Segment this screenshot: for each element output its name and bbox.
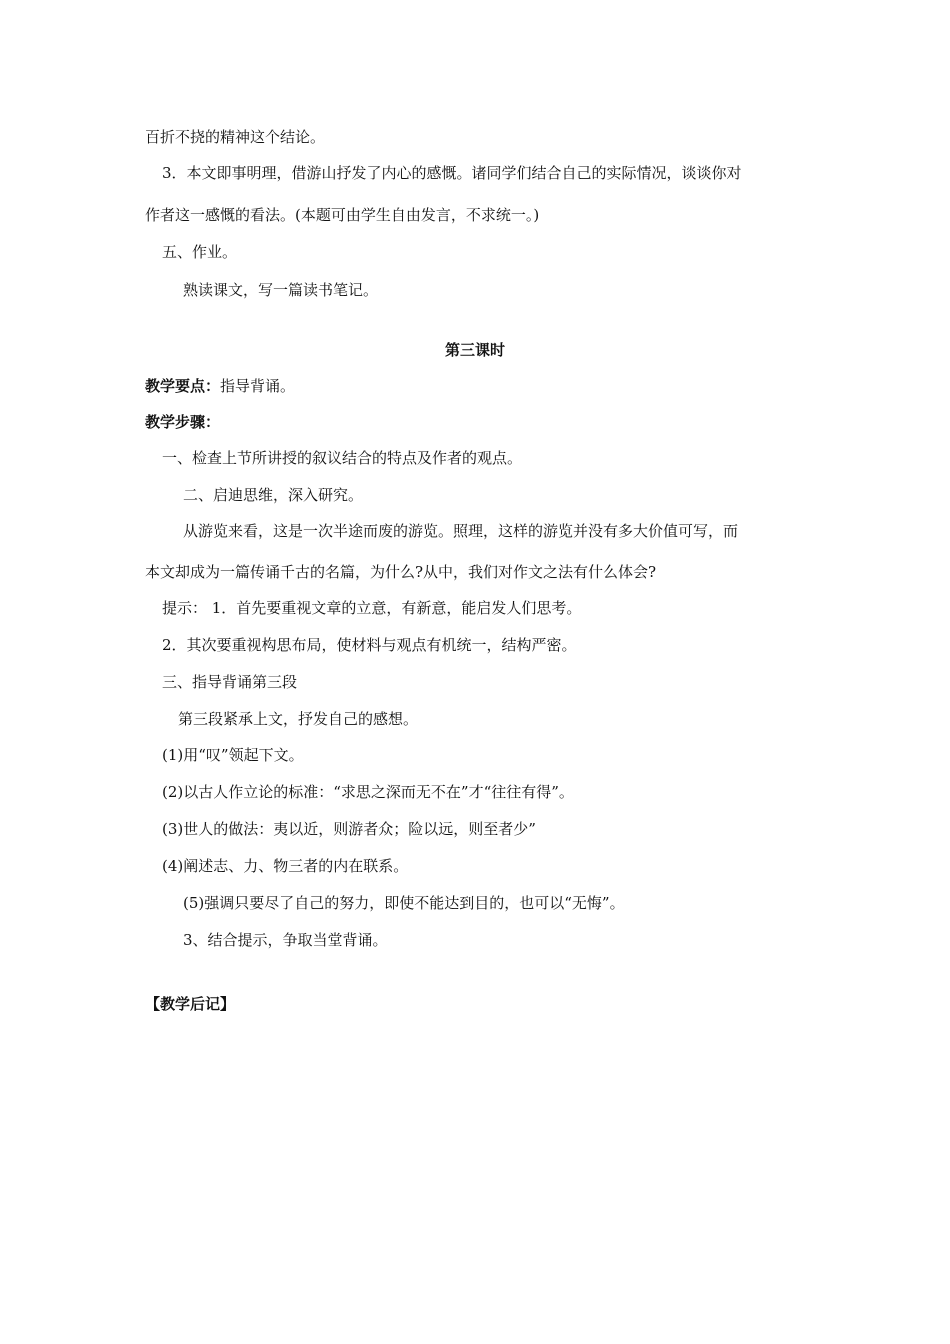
paragraph-line: 百折不挠的精神这个结论。 [145, 128, 326, 146]
step-line: 二、启迪思维，深入研究。 [183, 486, 364, 504]
step-line: 本文却成为一篇传诵千古的名篇，为什么?从中，我们对作文之法有什么体会? [145, 563, 657, 581]
step-line: (5)强调只要尽了自己的努力，即使不能达到目的，也可以“无悔”。 [183, 894, 625, 912]
key-points [145, 376, 295, 396]
paragraph-line: 熟读课文，写一篇读书笔记。 [183, 281, 379, 299]
key-points-label: 教学要点： [145, 377, 221, 395]
step-line: (1)用“叹”领起下文。 [162, 746, 304, 764]
paragraph-line: 作者这一感慨的看法。(本题可由学生自由发言，不求统一。) [145, 206, 540, 224]
step-line: (3)世人的做法：夷以近，则游者众；险以远，则至者少” [162, 820, 536, 838]
key-points-text: 指导背诵。 [220, 377, 296, 395]
step-line: 2．其次要重视构思布局，使材料与观点有机统一，结构严密。 [162, 636, 577, 654]
paragraph-line: 五、作业。 [162, 243, 238, 261]
step-line: 从游览来看，这是一次半途而废的游览。照理，这样的游览并没有多大价值可写，而 [183, 522, 739, 540]
step-line: 3、结合提示，争取当堂背诵。 [183, 931, 388, 949]
step-line: (4)阐述志、力、物三者的内在联系。 [162, 857, 409, 875]
steps-label: 教学步骤： [145, 413, 221, 431]
paragraph-line: 3．本文即事明理，借游山抒发了内心的感慨。诸同学们结合自己的实际情况，谈谈你对 [162, 164, 742, 182]
section-title: 第三课时 [444, 341, 505, 359]
step-line: (2)以古人作立论的标准：“求思之深而无不在”才“往往有得”。 [162, 783, 574, 801]
step-line: 第三段紧承上文，抒发自己的感想。 [178, 710, 419, 728]
postscript-heading: 【教学后记】 [145, 995, 236, 1013]
step-line: 一、检查上节所讲授的叙议结合的特点及作者的观点。 [162, 449, 523, 467]
step-line: 三、指导背诵第三段 [162, 673, 298, 691]
step-line: 提示： 1．首先要重视文章的立意，有新意，能启发人们思考。 [162, 599, 582, 617]
